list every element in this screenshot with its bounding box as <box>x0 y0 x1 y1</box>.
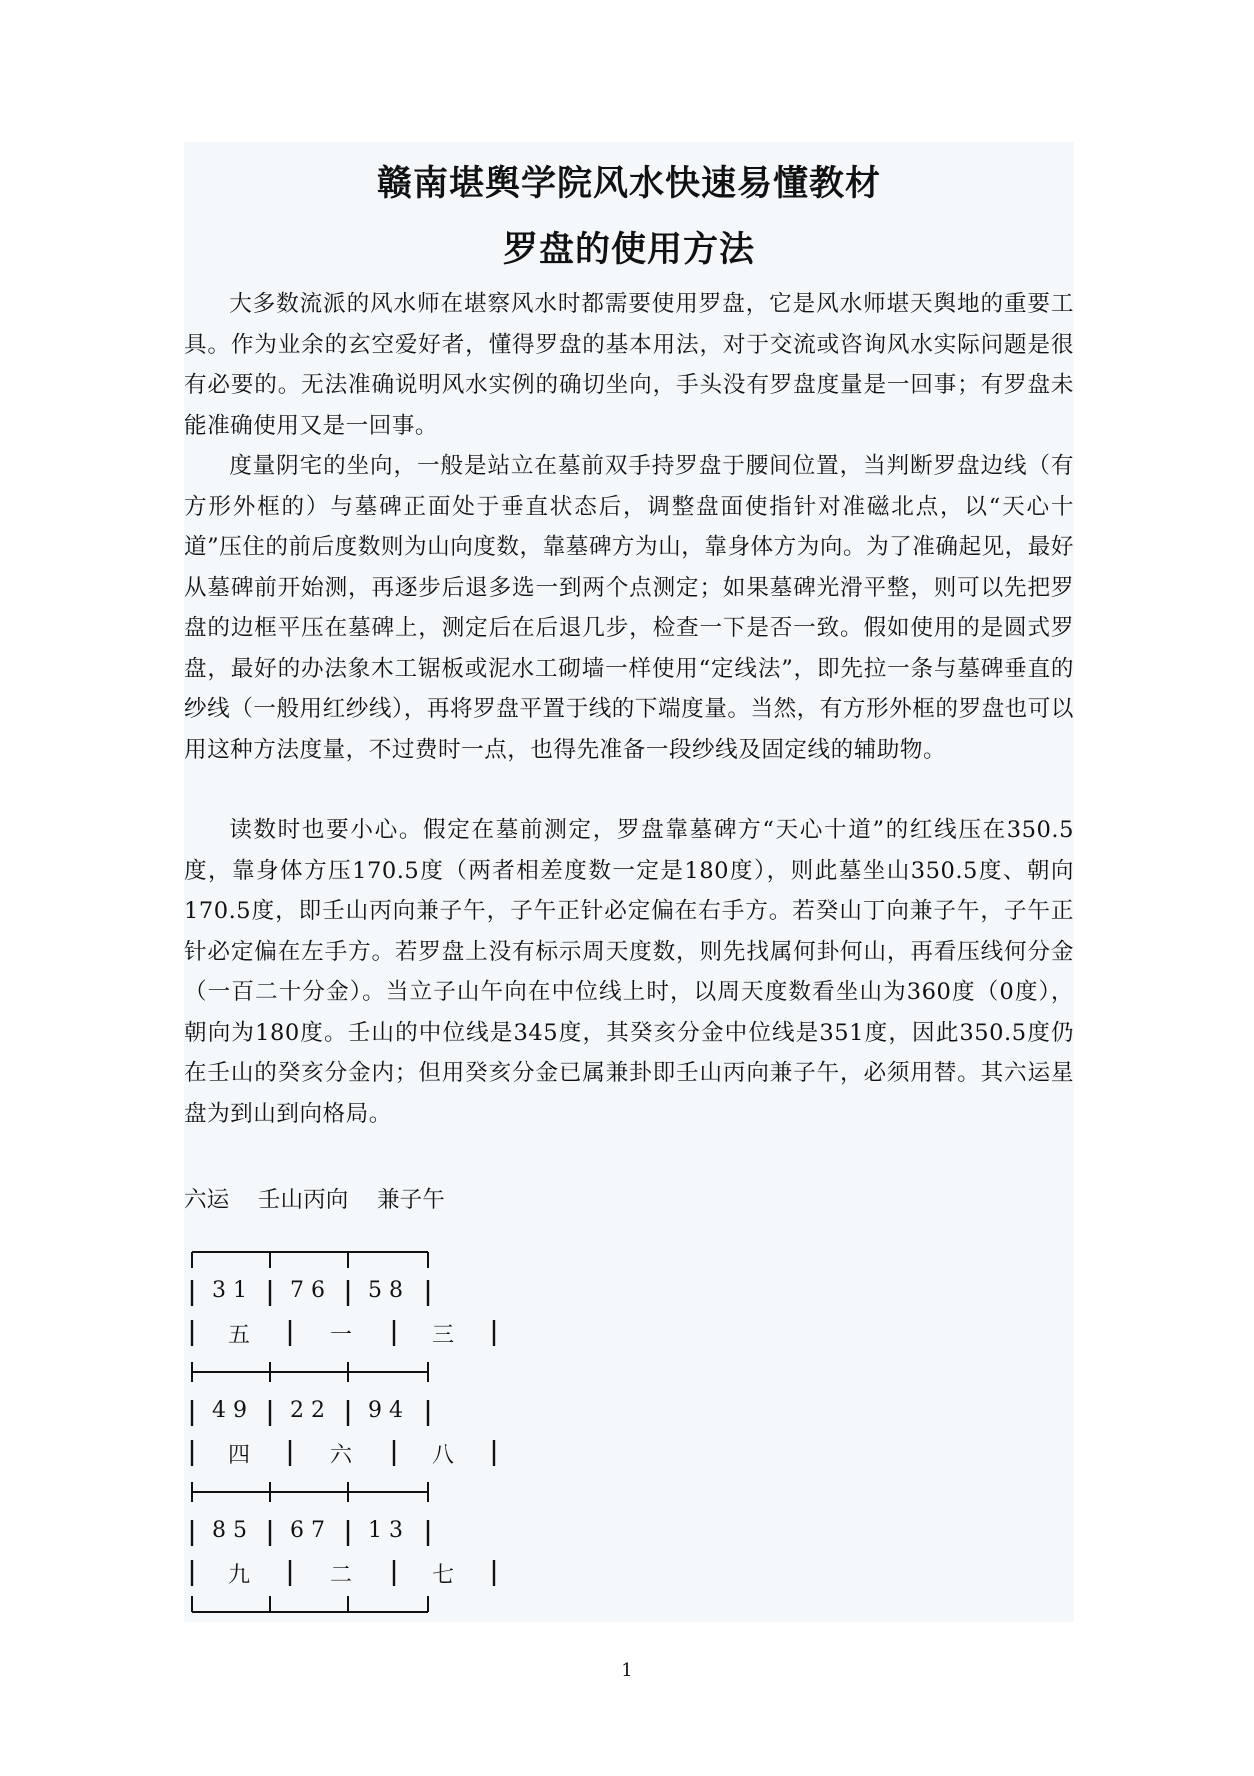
star-number: 4 9 <box>212 1398 247 1423</box>
star-number: 9 4 <box>368 1398 403 1423</box>
star-chart-caption: 六运 壬山丙向 兼子午 <box>184 1187 445 1213</box>
palace-number: 七 <box>432 1563 455 1588</box>
palace-number: 三 <box>432 1323 455 1348</box>
star-chart <box>184 1240 524 1620</box>
palace-number: 五 <box>228 1323 251 1348</box>
paragraph-3: 读数时也要小心。假定在墓前测定，罗盘靠墓碑方“天心十道”的红线压在350.5度，靠身体方压170.5度（两者相差度数一定是180度），则此墓坐山350.5度、朝向170.5度，即壬山丙向兼子午，子午正针必定偏在右手方。若癸山丁向兼子午，子午正针必定偏在左手方。若罗盘上没有标示周天度数，则先找属何卦何山，再看压线何分金（一百二十分金）。当立子山午向在中位线上时，以周天度数看坐山为360度（0度），朝向为180度。壬山的中位线是345度，其癸亥分金中位线是351度，因此350.5度仍在壬山的癸亥分金内；但用癸亥分金已属兼卦即壬山丙向兼子午，必须用替。其六运星盘为到山到向格局。 <box>184 817 1074 1127</box>
paragraph-1: 大多数流派的风水师在堪察风水时都需要使用罗盘，它是风水师堪天舆地的重要工具。作为业余的玄空爱好者，懂得罗盘的基本用法，对于交流或咨询风水实际问题是很有必要的。无法准确说明风水实例的确切坐向，手头没有罗盘度量是一回事；有罗盘未能准确使用又是一回事。 <box>184 291 1074 439</box>
star-number: 6 7 <box>290 1518 325 1543</box>
palace-number: 一 <box>330 1323 353 1348</box>
palace-number: 二 <box>330 1563 353 1588</box>
palace-number: 八 <box>432 1443 455 1468</box>
star-number: 1 3 <box>368 1518 403 1543</box>
page-number: 1 <box>621 1660 633 1681</box>
document-title: 赣南堪舆学院风水快速易懂教材 <box>376 163 881 204</box>
star-number: 3 1 <box>212 1278 247 1303</box>
star-number: 5 8 <box>368 1278 403 1303</box>
palace-number: 九 <box>228 1563 251 1588</box>
paragraph-2: 度量阴宅的坐向，一般是站立在墓前双手持罗盘于腰间位置，当判断罗盘边线（有方形外框的）与墓碑正面处于垂直状态后，调整盘面使指针对准磁北点，以“天心十道”压住的前后度数则为山向度数，靠墓碑方为山，靠身体方为向。为了准确起见，最好从墓碑前开始测，再逐步后退多选一到两个点测定；如果墓碑光滑平整，则可以先把罗盘的边框平压在墓碑上，测定后在后退几步，检查一下是否一致。假如使用的是圆式罗盘，最好的办法象木工锯板或泥水工砌墙一样使用“定线法”，即先拉一条与墓碑垂直的纱线（一般用红纱线），再将罗盘平置于线的下端度量。当然，有方形外框的罗盘也可以用这种方法度量，不过费时一点，也得先准备一段纱线及固定线的辅助物。 <box>184 453 1074 763</box>
star-number: 2 2 <box>290 1398 325 1423</box>
document-subtitle: 罗盘的使用方法 <box>502 229 755 270</box>
star-number: 8 5 <box>212 1518 247 1543</box>
palace-number: 六 <box>330 1443 353 1468</box>
star-number: 7 6 <box>290 1278 325 1303</box>
palace-number: 四 <box>228 1443 251 1468</box>
document-content <box>184 142 1074 1622</box>
